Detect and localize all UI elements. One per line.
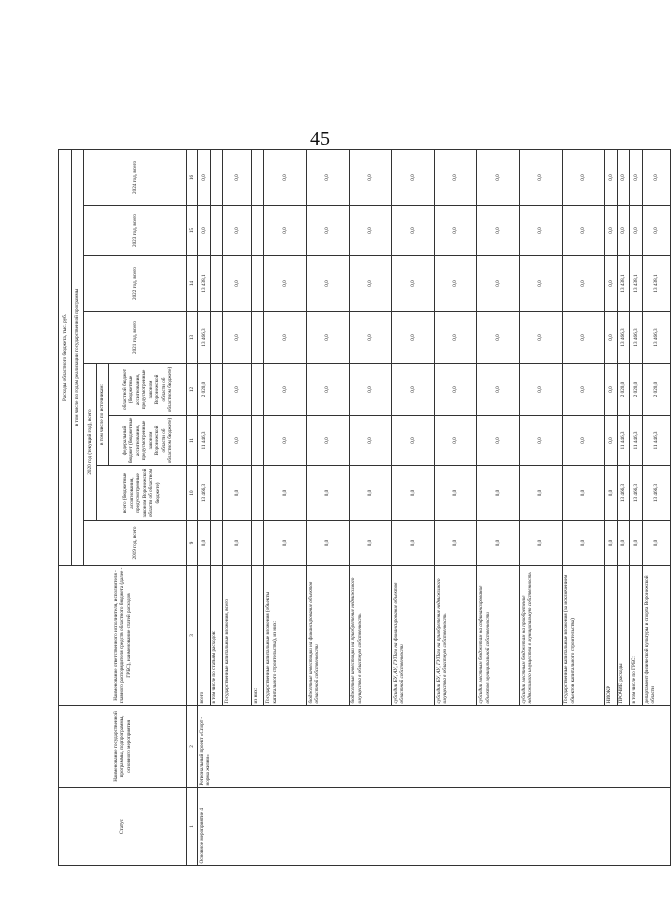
- cell-value: 0,0: [605, 256, 618, 312]
- cell-value: 11 446,3: [630, 416, 643, 466]
- row-name: бюджетные инвестиции на финансирование объектов областной собственности: [306, 566, 349, 706]
- cell-value: 13 466,3: [197, 466, 210, 521]
- rotated-sheet: [58, 150, 660, 866]
- row-name: Государственные капитальные вложения, всего: [223, 566, 252, 706]
- program-cell: Региональный проект «Спорт - норма жизни»: [197, 706, 671, 788]
- cell-value: 0,0: [223, 364, 252, 416]
- cell-value: 0,0: [519, 521, 562, 566]
- cell-value: [210, 364, 223, 416]
- header-federal: федеральный бюджет (бюджетные ассигнования, предусмотренные законом Воронежской области об областном бюджете): [109, 416, 187, 466]
- header-2020-total: всего (бюджетные ассигнования, предусмотренные законом Воронежской области об областном бюджете): [96, 466, 187, 521]
- cell-value: 0,0: [477, 256, 520, 312]
- row-name: Государственные капитальные вложения (за исключением объектов капитального строительства): [562, 566, 605, 706]
- cell-value: 0,0: [392, 149, 435, 205]
- cell-value: 0,0: [642, 521, 671, 566]
- cell-value: 0,0: [477, 312, 520, 364]
- header-executor: Наименование ответственного исполнителя, исполнителя - главного распорядителя средств областного бюджета (далее - ГРБС), наименование статей расходов: [59, 566, 187, 706]
- cell-value: 2 020,0: [630, 364, 643, 416]
- cell-value: 0,0: [562, 256, 605, 312]
- cell-value: 13 466,3: [642, 312, 671, 364]
- cell-value: 13 438,1: [642, 256, 671, 312]
- cell-value: 0,0: [630, 206, 643, 256]
- header-2022: 2022 год, всего: [84, 256, 187, 312]
- cell-value: 0,0: [264, 312, 307, 364]
- cell-value: 0,0: [562, 206, 605, 256]
- cell-value: 0,0: [617, 206, 630, 256]
- cell-value: 11 446,3: [642, 416, 671, 466]
- row-name: из них:: [251, 566, 264, 706]
- cell-value: 0,0: [349, 416, 392, 466]
- cell-value: 0,0: [434, 206, 477, 256]
- cell-value: 2 020,0: [642, 364, 671, 416]
- cell-value: 0,0: [477, 466, 520, 521]
- row-name: НИОКР: [605, 566, 618, 706]
- cell-value: 0,0: [562, 521, 605, 566]
- cell-value: 0,0: [477, 206, 520, 256]
- cell-value: 0,0: [264, 364, 307, 416]
- cell-value: [251, 206, 264, 256]
- cell-value: 0,0: [223, 206, 252, 256]
- cell-value: 0,0: [434, 466, 477, 521]
- row-name: субсидии БУ, АУ, ГУПам на приобретение недвижимого имущества в областную собственность: [434, 566, 477, 706]
- row-name: Государственные капитальные вложения (объекты капитального строительства), из них:: [264, 566, 307, 706]
- cell-value: 0,0: [349, 206, 392, 256]
- cell-value: [251, 312, 264, 364]
- cell-value: 0,0: [605, 364, 618, 416]
- cell-value: 0,0: [349, 149, 392, 205]
- cell-value: 0,0: [562, 416, 605, 466]
- cell-value: 0,0: [264, 416, 307, 466]
- cell-value: [210, 149, 223, 205]
- cell-value: 0,0: [605, 521, 618, 566]
- page-number: 45: [310, 128, 330, 150]
- cell-value: 0,0: [264, 256, 307, 312]
- col-number: 14: [187, 256, 198, 312]
- cell-value: [210, 521, 223, 566]
- cell-value: 0,0: [197, 149, 210, 205]
- cell-value: 0,0: [434, 256, 477, 312]
- cell-value: 0,0: [392, 416, 435, 466]
- cell-value: 0,0: [477, 149, 520, 205]
- cell-value: 0,0: [264, 466, 307, 521]
- cell-value: 0,0: [306, 256, 349, 312]
- cell-value: 0,0: [519, 416, 562, 466]
- cell-value: 11 446,3: [617, 416, 630, 466]
- cell-value: [251, 256, 264, 312]
- header-by-years: в том числе по годам реализации государственной программы: [71, 149, 84, 565]
- cell-value: 13 438,1: [197, 256, 210, 312]
- table-row: [197, 149, 210, 865]
- cell-value: 0,0: [306, 416, 349, 466]
- col-number: 11: [187, 416, 198, 466]
- cell-value: 0,0: [197, 521, 210, 566]
- header-2020: 2020 год (текущий год), всего: [84, 364, 97, 521]
- cell-value: 0,0: [519, 466, 562, 521]
- cell-value: 0,0: [605, 206, 618, 256]
- cell-value: 0,0: [434, 521, 477, 566]
- cell-value: 0,0: [562, 466, 605, 521]
- status-cell: Основное мероприятие 4: [197, 788, 671, 866]
- cell-value: [210, 256, 223, 312]
- header-2019: 2019 год, всего: [84, 521, 187, 566]
- col-number: 15: [187, 206, 198, 256]
- cell-value: 0,0: [434, 364, 477, 416]
- cell-value: [210, 312, 223, 364]
- cell-value: 0,0: [519, 206, 562, 256]
- cell-value: 2 020,0: [197, 364, 210, 416]
- row-name: бюджетные инвестиции на приобретение недвижимого имущества в областную собственность: [349, 566, 392, 706]
- cell-value: 0,0: [605, 466, 618, 521]
- cell-value: 13 466,3: [630, 312, 643, 364]
- header-expenses-title: Расходы областного бюджета, тыс. руб.: [59, 149, 72, 565]
- header-status: Статус: [59, 788, 187, 866]
- cell-value: [210, 206, 223, 256]
- row-name: в том числе по ГРБС:: [630, 566, 643, 706]
- cell-value: 0,0: [392, 521, 435, 566]
- cell-value: 0,0: [392, 364, 435, 416]
- col-number: 2: [187, 706, 198, 788]
- row-name: департамент физической культуры и спорта Воронежской области: [642, 566, 671, 706]
- cell-value: 13 466,3: [617, 466, 630, 521]
- cell-value: 13 438,1: [617, 256, 630, 312]
- cell-value: 0,0: [306, 312, 349, 364]
- cell-value: 0,0: [434, 149, 477, 205]
- cell-value: 0,0: [630, 149, 643, 205]
- cell-value: 0,0: [223, 149, 252, 205]
- header-2021: 2021 год, всего: [84, 312, 187, 364]
- cell-value: [210, 416, 223, 466]
- cell-value: 0,0: [306, 521, 349, 566]
- cell-value: 0,0: [519, 312, 562, 364]
- cell-value: 0,0: [392, 206, 435, 256]
- row-name: субсидии БУ, АУ, ГУПам на финансирование объектов областной собственности: [392, 566, 435, 706]
- cell-value: 0,0: [519, 149, 562, 205]
- column-number-row: [187, 149, 198, 865]
- cell-value: 0,0: [605, 416, 618, 466]
- cell-value: 0,0: [197, 206, 210, 256]
- cell-value: 13 466,3: [630, 466, 643, 521]
- cell-value: 0,0: [349, 364, 392, 416]
- cell-value: 0,0: [562, 312, 605, 364]
- row-name: ПРОЧИЕ расходы: [617, 566, 630, 706]
- rotated-table-wrapper: [58, 150, 660, 866]
- cell-value: 13 438,1: [630, 256, 643, 312]
- cell-value: 0,0: [392, 466, 435, 521]
- cell-value: 0,0: [477, 364, 520, 416]
- cell-value: [251, 364, 264, 416]
- cell-value: 0,0: [306, 466, 349, 521]
- cell-value: 0,0: [642, 206, 671, 256]
- cell-value: 0,0: [264, 521, 307, 566]
- cell-value: 0,0: [223, 521, 252, 566]
- cell-value: [251, 521, 264, 566]
- cell-value: 0,0: [477, 521, 520, 566]
- header-row-1: [59, 149, 72, 865]
- cell-value: 0,0: [562, 364, 605, 416]
- cell-value: [210, 466, 223, 521]
- cell-value: 2 020,0: [617, 364, 630, 416]
- row-name: в том числе по статьям расходов:: [210, 566, 223, 706]
- header-2023: 2023 год, всего: [84, 206, 187, 256]
- cell-value: 13 466,3: [617, 312, 630, 364]
- cell-value: 0,0: [306, 206, 349, 256]
- col-number: 16: [187, 149, 198, 205]
- cell-value: 0,0: [349, 521, 392, 566]
- cell-value: 0,0: [223, 416, 252, 466]
- cell-value: 0,0: [306, 149, 349, 205]
- cell-value: 0,0: [519, 364, 562, 416]
- cell-value: [251, 466, 264, 521]
- cell-value: 0,0: [519, 256, 562, 312]
- cell-value: 0,0: [562, 149, 605, 205]
- cell-value: [251, 149, 264, 205]
- col-number: 3: [187, 566, 198, 706]
- col-number: 12: [187, 364, 198, 416]
- cell-value: 0,0: [349, 256, 392, 312]
- col-number: 10: [187, 466, 198, 521]
- row-name: субсидии местным бюджетам на приобретение недвижимого имущества в муниципальную собственность: [519, 566, 562, 706]
- header-by-sources: в том числе по источникам:: [96, 364, 109, 466]
- cell-value: 13 466,3: [197, 312, 210, 364]
- cell-value: 0,0: [630, 521, 643, 566]
- col-number: 13: [187, 312, 198, 364]
- cell-value: 0,0: [264, 206, 307, 256]
- cell-value: 0,0: [642, 149, 671, 205]
- cell-value: 11 446,3: [197, 416, 210, 466]
- cell-value: 0,0: [434, 312, 477, 364]
- col-number: 1: [187, 788, 198, 866]
- cell-value: 0,0: [605, 149, 618, 205]
- row-name: субсидии местным бюджетам на софинансирование объектов муниципальной собственности: [477, 566, 520, 706]
- row-name: всего: [197, 566, 210, 706]
- cell-value: 0,0: [223, 256, 252, 312]
- cell-value: 0,0: [617, 521, 630, 566]
- cell-value: 0,0: [349, 466, 392, 521]
- cell-value: 0,0: [223, 312, 252, 364]
- cell-value: 0,0: [392, 312, 435, 364]
- cell-value: 0,0: [223, 466, 252, 521]
- cell-value: 0,0: [434, 416, 477, 466]
- cell-value: 0,0: [392, 256, 435, 312]
- col-number: 9: [187, 521, 198, 566]
- header-2024: 2024 год, всего: [84, 149, 187, 205]
- cell-value: 0,0: [617, 149, 630, 205]
- header-regional: областной бюджет (бюджетные ассигнования, предусмотренные законом Воронежской области об областном бюджете): [109, 364, 187, 416]
- cell-value: [251, 416, 264, 466]
- cell-value: 0,0: [349, 312, 392, 364]
- cell-value: 0,0: [605, 312, 618, 364]
- cell-value: 0,0: [477, 416, 520, 466]
- budget-table: [58, 149, 671, 866]
- header-program: Наименование государственной программы, подпрограммы, основного мероприятия: [59, 706, 187, 788]
- cell-value: 0,0: [264, 149, 307, 205]
- cell-value: 0,0: [306, 364, 349, 416]
- cell-value: 13 466,3: [642, 466, 671, 521]
